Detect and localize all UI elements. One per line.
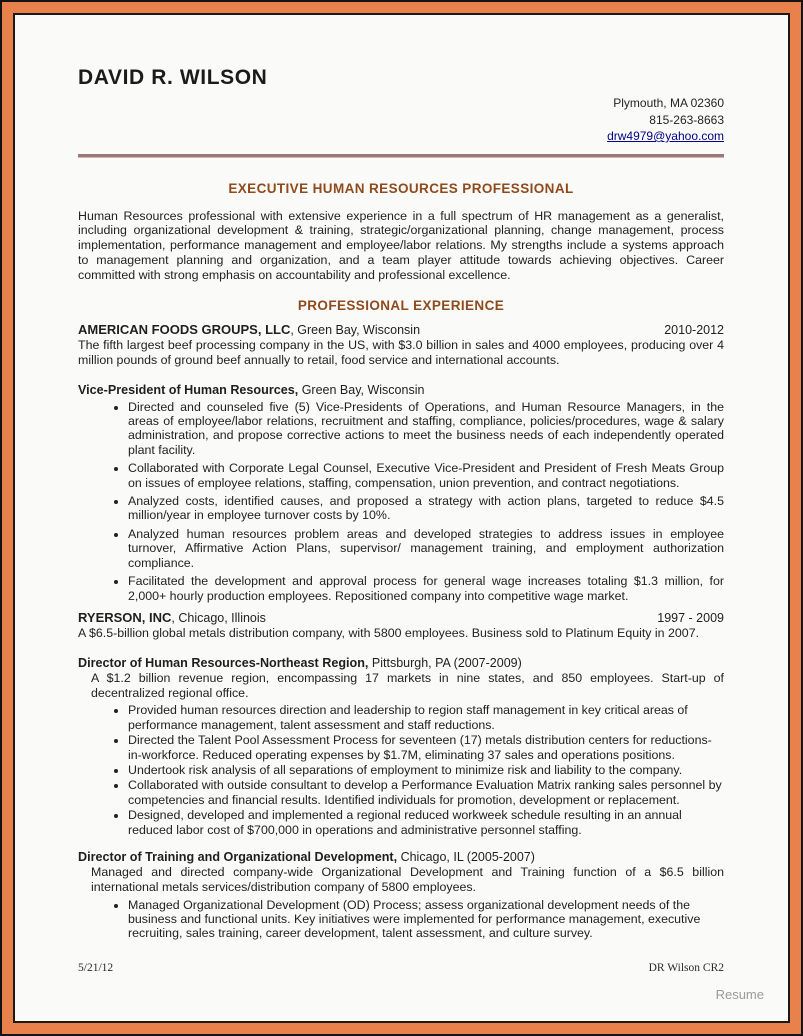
bullet-item: • Managed Organizational Development (OD) Process; assess organizational development needs of the business and functional units. Key initiatives were implemented for performance management, executive recruiting, sales training, career development, talent assessment, and culture survey. <box>128 898 724 941</box>
page-footer <box>78 962 724 974</box>
contact-block <box>78 95 724 145</box>
bullet-item: • Designed, developed and implemented a regional reduced workweek schedule resulting in an annual reduced labor cost of $700,000 in operations and administrative personnel staffing. <box>128 808 724 837</box>
resume-page <box>13 13 790 1023</box>
bullet-item: • Provided human resources direction and leadership to region staff management in key critical areas of performance management, talent assessment and staff reductions. <box>128 703 724 732</box>
company-header <box>78 610 724 625</box>
company-dates: 1997 - 2009 <box>657 610 724 625</box>
bullet-item: • Directed and counseled five (5) Vice-Presidents of Operations, and Human Resource Managers, in the areas of employee/labor relations, recruitment and staffing, compliance, policies/procedures, wage & salary administration, and propose corrective actions to meet the business needs of each independently operated plant facility. <box>128 400 724 458</box>
candidate-name: DAVID R. WILSON <box>78 66 268 89</box>
document-title: EXECUTIVE HUMAN RESOURCES PROFESSIONAL <box>228 180 574 196</box>
bullet-item: • Directed the Talent Pool Assessment Process for seventeen (17) metals distribution centers for reductions-in-workforce. Reduced operating expenses by $1.7M, eliminating 37 sales and operations positions. <box>128 733 724 762</box>
role-location: Pittsburgh, PA (2007-2009) <box>368 655 522 670</box>
company-name: RYERSON, INC <box>78 609 172 625</box>
bullet-item: • Collaborated with outside consultant to develop a Performance Evaluation Matrix ranking sales personnel by competencies and financial results. Identified individuals for promotion, development or replacement. <box>128 778 724 807</box>
company-name-location <box>78 610 266 625</box>
company-description: A $6.5-billion global metals distribution company, with 5800 employees. Business sold to Platinum Equity in 2007. <box>78 625 700 640</box>
bullet-item: • Undertook risk analysis of all separations of employment to minimize risk and liability to the company. <box>128 763 724 777</box>
header-divider-rule <box>78 154 724 158</box>
company-location: , Green Bay, Wisconsin <box>290 323 421 338</box>
resume-content <box>15 15 788 941</box>
company-header <box>78 322 724 337</box>
role-header <box>78 850 724 864</box>
bullet-item: • Analyzed costs, identified causes, and proposed a strategy with action plans, targeted to reduce $4.5 million/year in employee turnover costs by 10%. <box>128 494 724 523</box>
contact-city: Plymouth, MA 02360 <box>613 96 724 110</box>
experience-section-heading: PROFESSIONAL EXPERIENCE <box>297 298 505 314</box>
role-bullet-list <box>78 898 724 941</box>
role-title: Director of Human Resources-Northeast Region, <box>78 655 369 670</box>
role-title: Vice-President of Human Resources, <box>78 382 299 397</box>
company-description: The fifth largest beef processing company in the US, with $3.0 billion in sales and 4000 employees, producing over 4 million pounds of ground beef annually to retail, food service and international accounts. <box>78 338 724 367</box>
bullet-item: • Facilitated the development and approval process for general wage increases totaling $1.3 million, for 2,000+ hourly production employees. Repositioned company into competitive wage market. <box>128 574 724 603</box>
contact-email-link[interactable]: drw4979@yahoo.com <box>607 129 724 143</box>
role-description: Managed and directed company-wide Organizational Development and Training function of a $6.5 billion international metals services/distribution company of 5800 employees. <box>91 864 724 894</box>
role-bullet-list <box>78 400 724 603</box>
resume-watermark-label: Resume <box>715 987 764 1002</box>
company-name: AMERICAN FOODS GROUPS, LLC <box>78 322 291 338</box>
role-header <box>78 383 724 397</box>
bullet-item: • Collaborated with Corporate Legal Counsel, Executive Vice-President and President of Fresh Meats Group on issues of employee relations, staffing, compensation, union prevention, and contract negotiations. <box>128 461 724 490</box>
footer-doc-ref: DR Wilson CR2 <box>648 962 724 974</box>
contact-phone: 815-263-8663 <box>649 112 724 127</box>
bullet-item: • Analyzed human resources problem areas and developed strategies to address issues in employee turnover, Affirmative Action Plans, supervisor/ management training, and employment authorization compliance. <box>128 527 724 570</box>
summary-paragraph: Human Resources professional with extensive experience in a full spectrum of HR management as a generalist, including organizational development & training, strategic/organizational planning, change management, process implementation, performance management and employee/labor relations. My strengths include a systems approach to management planning and organization, and a team player attitude towards achieving objectives. Career committed with strong emphasis on accountability and professional excellence. <box>78 208 724 283</box>
company-location: , Chicago, Illinois <box>171 610 266 625</box>
company-name-location <box>78 322 420 337</box>
role-description: A $1.2 billion revenue region, encompassing 17 markets in nine states, and 850 employees. Start-up of decentralized regional office. <box>91 670 724 700</box>
role-title: Director of Training and Organizational Development, <box>78 849 398 864</box>
role-header <box>78 656 724 670</box>
company-dates: 2010-2012 <box>664 323 724 338</box>
role-location: Chicago, IL (2005-2007) <box>397 849 535 864</box>
role-location: Green Bay, Wisconsin <box>298 382 425 397</box>
footer-date: 5/21/12 <box>78 962 114 974</box>
role-bullet-list <box>78 703 724 837</box>
